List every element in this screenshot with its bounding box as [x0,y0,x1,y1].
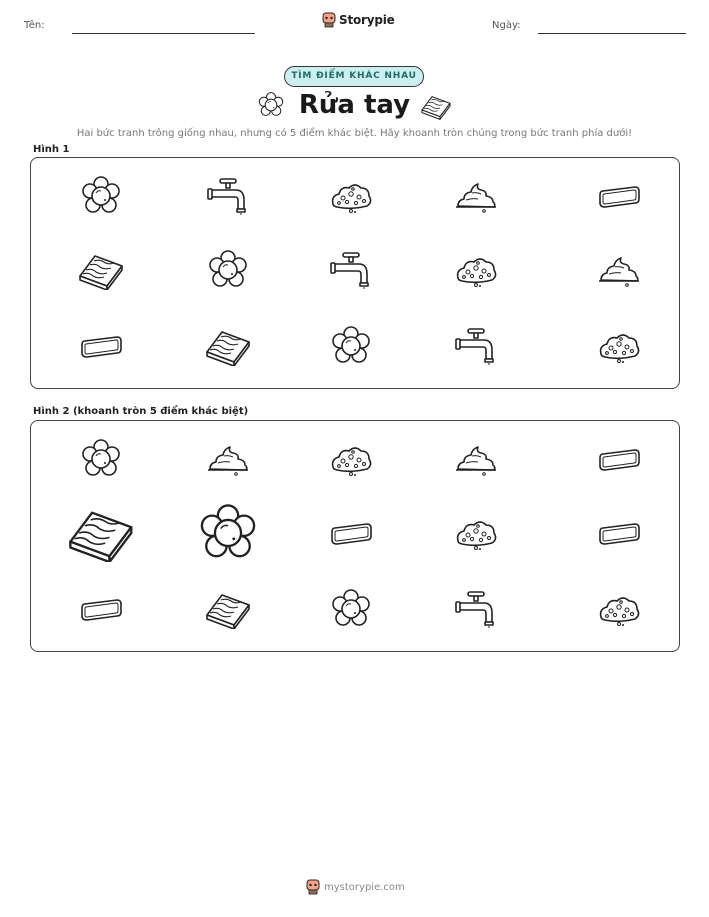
faucet-icon [454,326,498,366]
title-towel-icon [420,92,452,120]
soap-suds-icon[interactable] [454,515,498,551]
soap-bar-icon [597,181,641,211]
flower-sponge-icon[interactable] [199,504,257,562]
date-field[interactable] [538,33,686,34]
soap-bar-icon [79,331,123,361]
towel-icon[interactable] [66,504,136,562]
page-title: Rửa tay [298,90,411,120]
soap-suds-icon[interactable] [329,441,373,477]
faucet-icon [206,176,250,216]
faucet-icon [329,250,373,290]
storypie-logo [322,12,395,28]
soap-suds-icon [329,178,373,214]
towel-icon [204,326,252,366]
activity-badge: TÌM ĐIỂM KHÁC NHAU [284,66,424,87]
picture-1-panel [30,157,680,389]
soap-suds-icon[interactable] [597,591,641,627]
flower-sponge-icon[interactable] [331,589,371,629]
picture-1-label: Hình 1 [33,144,70,155]
towel-icon[interactable] [204,589,252,629]
flower-sponge-icon [331,326,371,366]
soap-bar-icon[interactable] [79,594,123,624]
soap-bar-icon[interactable] [597,518,641,548]
towel-icon [77,250,125,290]
logo-text: Storypie [339,13,395,27]
flower-sponge-icon [208,250,248,290]
foam-swirl-icon [454,178,498,214]
footer-mascot-icon [306,879,320,895]
soap-suds-icon [454,252,498,288]
soap-bar-icon[interactable] [597,444,641,474]
flower-sponge-icon [81,176,121,216]
foam-swirl-icon[interactable] [454,441,498,477]
footer-site[interactable]: mystorypie.com [324,881,405,893]
soap-bar-icon[interactable] [329,518,373,548]
flower-sponge-icon[interactable] [81,439,121,479]
faucet-icon[interactable] [454,589,498,629]
foam-swirl-icon [597,252,641,288]
soap-suds-icon [597,328,641,364]
date-label: Ngày: [492,20,521,31]
instructions: Hai bức tranh trông giống nhau, nhưng có 5 điểm khác biệt. Hãy khoanh tròn chúng trong bức tranh phía dưới! [76,128,633,139]
storypie-mascot-icon [322,12,336,28]
picture-2-panel[interactable] [30,420,680,652]
name-field[interactable] [72,33,255,34]
foam-swirl-icon[interactable] [206,441,250,477]
footer [306,879,405,895]
picture-2-label: Hình 2 (khoanh tròn 5 điểm khác biệt) [33,406,249,417]
name-label: Tên: [24,20,45,31]
